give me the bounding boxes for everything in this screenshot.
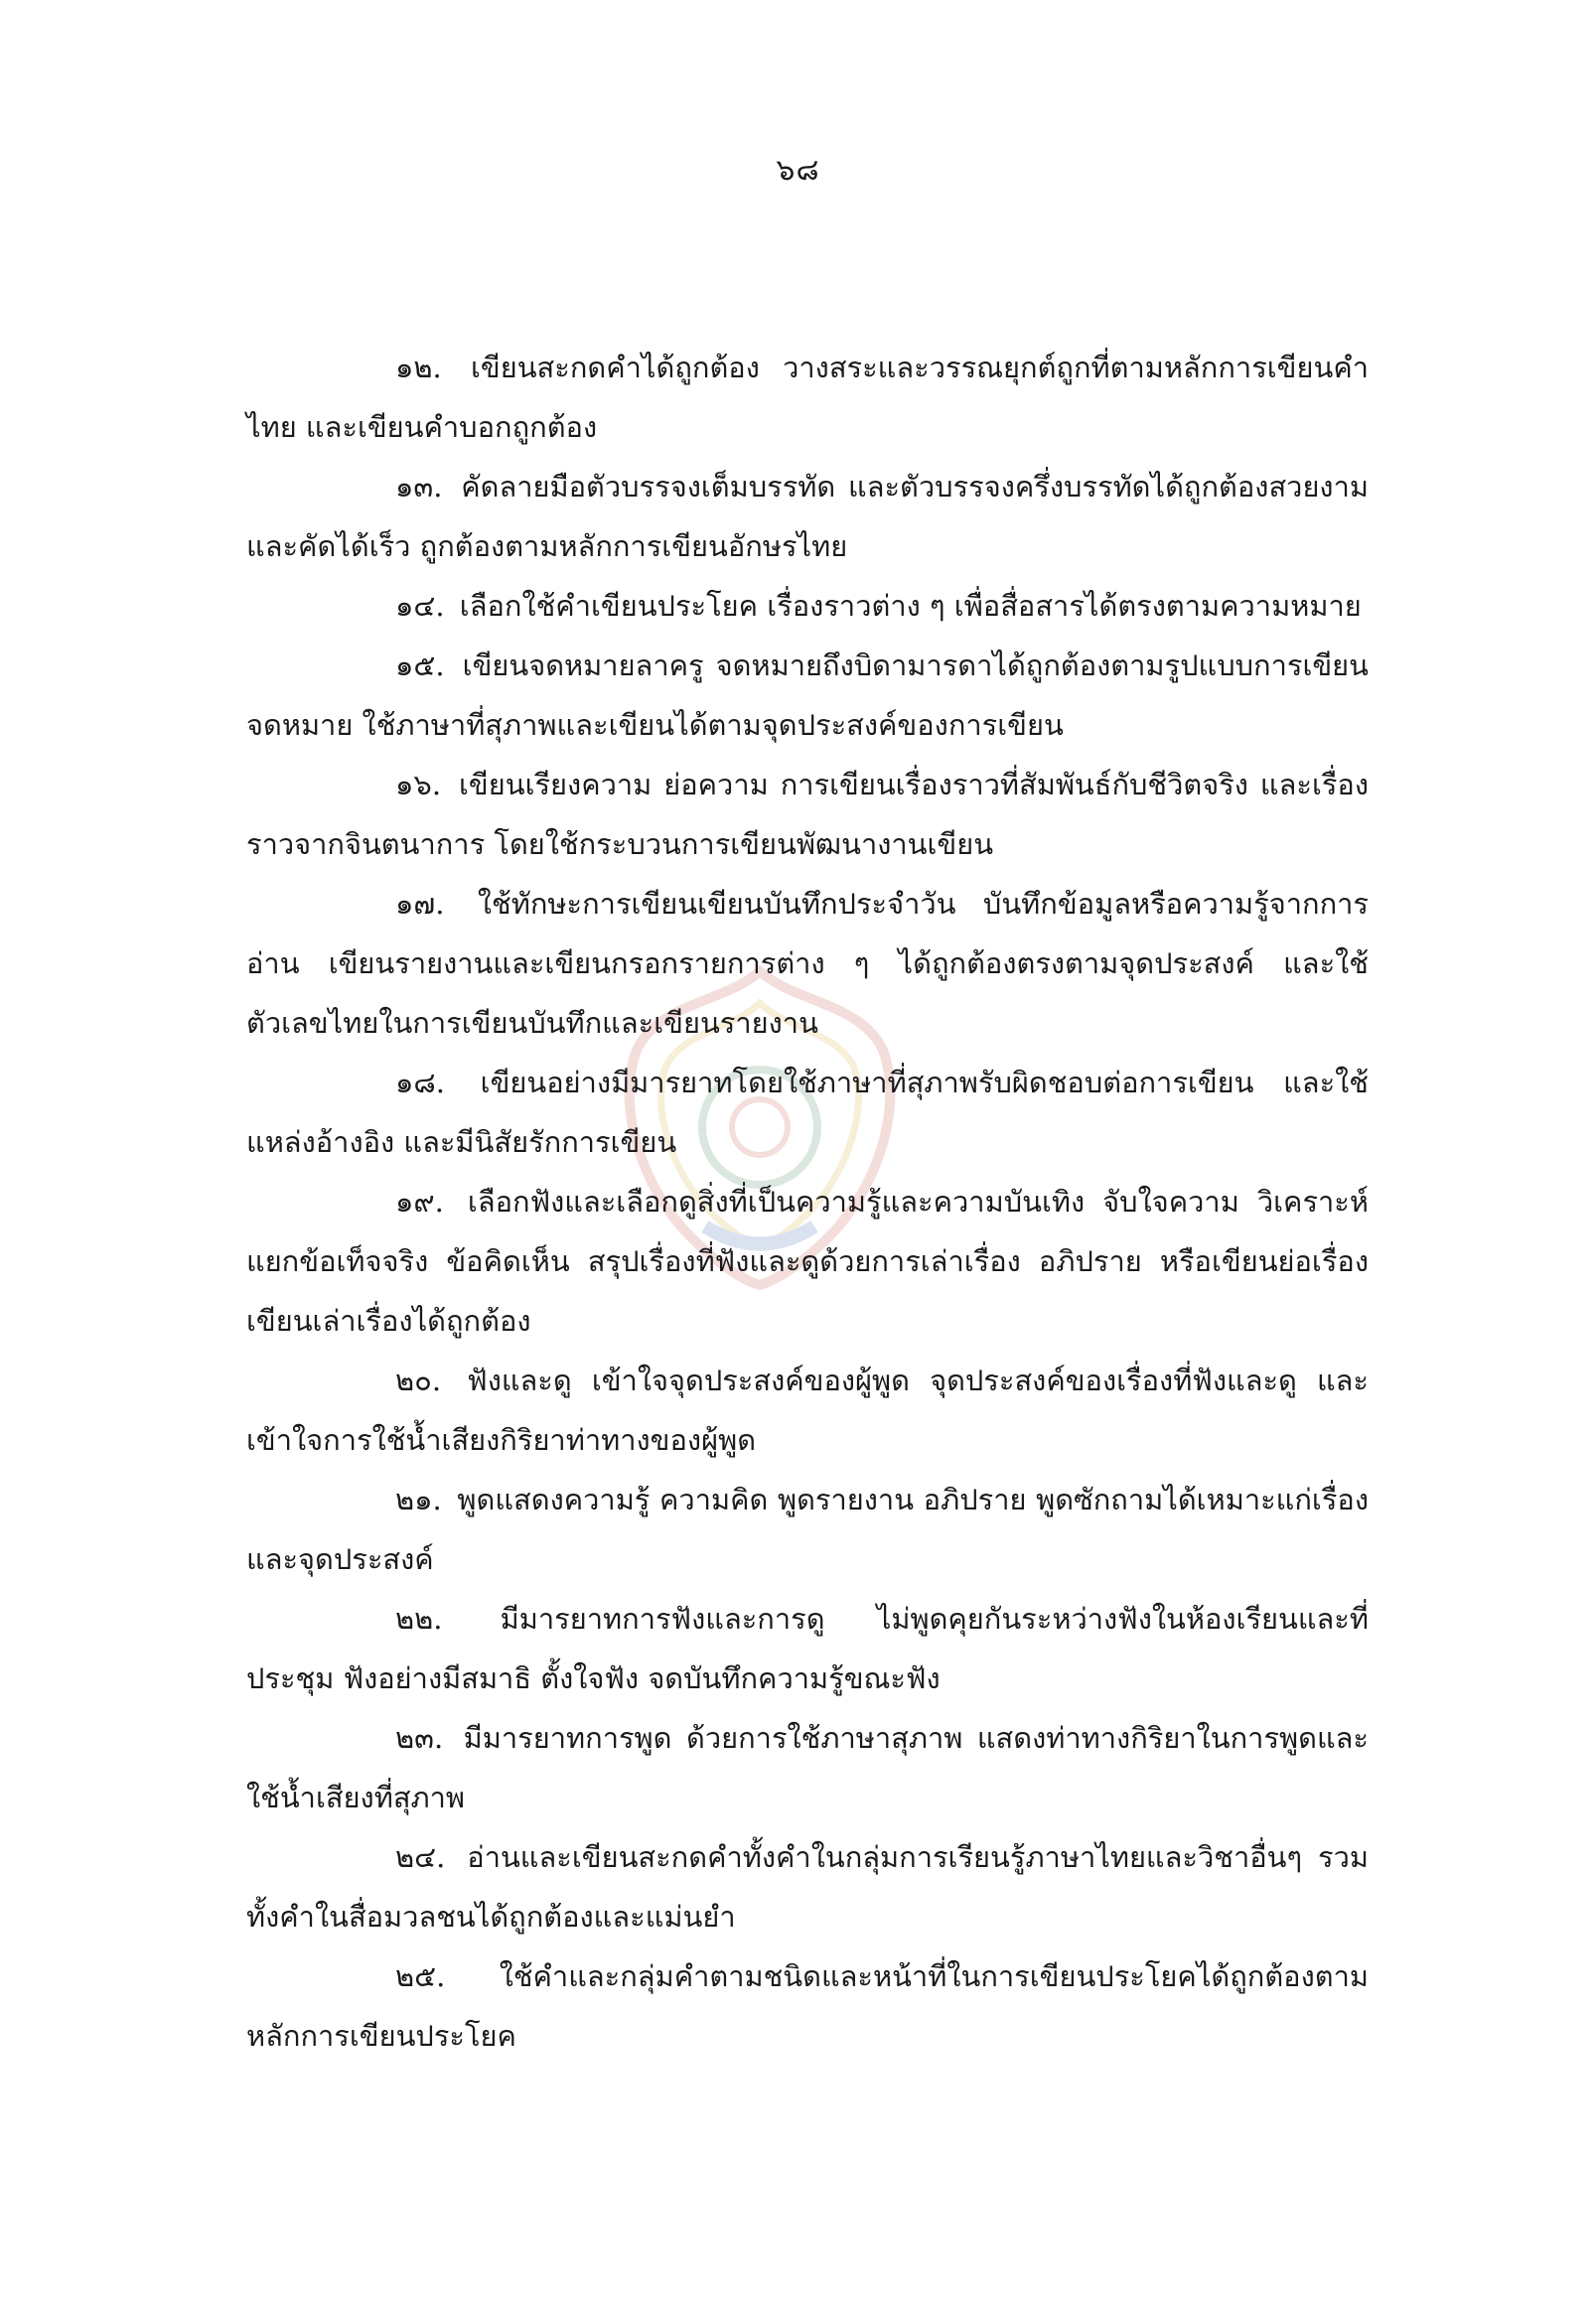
item-text: มีมารยาทการฟังและการดู ไม่พูดคุยกันระหว่างฟังในห้องเรียนและที่ประชุม ฟังอย่างมีสมาธิ ตั้งใจฟัง จดบันทึกความรู้ขณะฟัง <box>246 1602 1369 1695</box>
item-number: ๒๑. <box>395 1483 442 1516</box>
item-number: ๒๐. <box>395 1364 442 1397</box>
list-item <box>246 1827 1369 1946</box>
item-number: ๒๔. <box>395 1840 446 1874</box>
objectives-list <box>246 338 1369 2066</box>
page-number: ๖๘ <box>776 153 820 188</box>
item-text: คัดลายมือตัวบรรจงเต็มบรรทัด และตัวบรรจงครึ่งบรรทัดได้ถูกต้องสวยงาม และคัดได้เร็ว ถูกต้องตามหลักการเขียนอักษรไทย <box>246 470 1369 563</box>
item-number: ๑๘. <box>395 1066 445 1099</box>
item-text: เลือกใช้คำเขียนประโยค เรื่องราวต่าง ๆ เพื่อสื่อสารได้ตรงตามความหมาย <box>459 589 1362 623</box>
item-number: ๒๓. <box>395 1721 444 1755</box>
item-text: ฟังและดู เข้าใจจุดประสงค์ของผู้พูด จุดประสงค์ของเรื่องที่ฟังและดู และเข้าใจการใช้น้ำเสียงกิริยาท่าทางของผู้พูด <box>246 1364 1370 1457</box>
item-number: ๑๕. <box>395 648 445 682</box>
list-item <box>246 636 1369 755</box>
item-text: เขียนเรียงความ ย่อความ การเขียนเรื่องราวที่สัมพันธ์กับชีวิตจริง และเรื่องราวจากจินตนาการ โดยใช้กระบวนการเขียนพัฒนางานเขียน <box>246 768 1370 861</box>
item-text: เขียนสะกดคำได้ถูกต้อง วางสระและวรรณยุกต์ถูกที่ตามหลักการเขียนคำไทย และเขียนคำบอกถูกต้อง <box>246 351 1370 444</box>
list-item <box>246 755 1369 874</box>
list-item <box>246 1351 1369 1470</box>
list-item <box>246 874 1369 1053</box>
item-number: ๑๔. <box>395 589 445 623</box>
item-number: ๒๒. <box>395 1602 443 1636</box>
list-item <box>246 1470 1369 1589</box>
list-item <box>246 338 1369 457</box>
item-text: เลือกฟังและเลือกดูสิ่งที่เป็นความรู้และความบันเทิง จับใจความ วิเคราะห์แยกข้อเท็จจริง ข้อคิดเห็น สรุปเรื่องที่ฟังและดูด้วยการเล่าเรื่อง อภิปราย หรือเขียนย่อเรื่อง เขียนเล่าเรื่องได้ถูกต้อง <box>246 1185 1369 1338</box>
list-item <box>246 1589 1369 1708</box>
item-number: ๑๖. <box>395 768 442 801</box>
item-number: ๑๓. <box>395 470 443 504</box>
item-text: พูดแสดงความรู้ ความคิด พูดรายงาน อภิปราย พูดซักถามได้เหมาะแก่เรื่องและจุดประสงค์ <box>246 1483 1370 1576</box>
item-text: มีมารยาทการพูด ด้วยการใช้ภาษาสุภาพ แสดงท่าทางกิริยาในการพูดและใช้น้ำเสียงที่สุภาพ <box>246 1721 1370 1814</box>
list-item <box>246 576 1369 636</box>
list-item <box>246 1708 1369 1827</box>
item-text: ใช้ทักษะการเขียนเขียนบันทึกประจำวัน บันทึกข้อมูลหรือความรู้จากการอ่าน เขียนรายงานและเขียนกรอกรายการต่าง ๆ ได้ถูกต้องตรงตามจุดประสงค์ และใช้ตัวเลขไทยในการเขียนบันทึกและเขียนรายงาน <box>246 887 1369 1040</box>
item-text: เขียนอย่างมีมารยาทโดยใช้ภาษาที่สุภาพรับผิดชอบต่อการเขียน และใช้แหล่งอ้างอิง และมีนิสัยรักการเขียน <box>246 1066 1369 1159</box>
item-text: อ่านและเขียนสะกดคำทั้งคำในกลุ่มการเรียนรู้ภาษาไทยและวิชาอื่นๆ รวมทั้งคำในสื่อมวลชนได้ถูกต้องและแม่นยำ <box>246 1840 1369 1934</box>
list-item <box>246 1053 1369 1172</box>
item-text: เขียนจดหมายลาครู จดหมายถึงบิดามารดาได้ถูกต้องตามรูปแบบการเขียน จดหมาย ใช้ภาษาที่สุภาพและเขียนได้ตามจุดประสงค์ของการเขียน <box>246 648 1369 742</box>
list-item <box>246 1172 1369 1351</box>
item-text: ใช้คำและกลุ่มคำตามชนิดและหน้าที่ในการเขียนประโยคได้ถูกต้องตามหลักการเขียนประโยค <box>246 1959 1369 2053</box>
list-item <box>246 1946 1369 2066</box>
item-number: ๑๗. <box>395 887 445 921</box>
list-item <box>246 457 1369 576</box>
item-number: ๑๒. <box>395 351 442 384</box>
item-number: ๒๕. <box>395 1959 446 1993</box>
item-number: ๑๙. <box>395 1185 444 1219</box>
